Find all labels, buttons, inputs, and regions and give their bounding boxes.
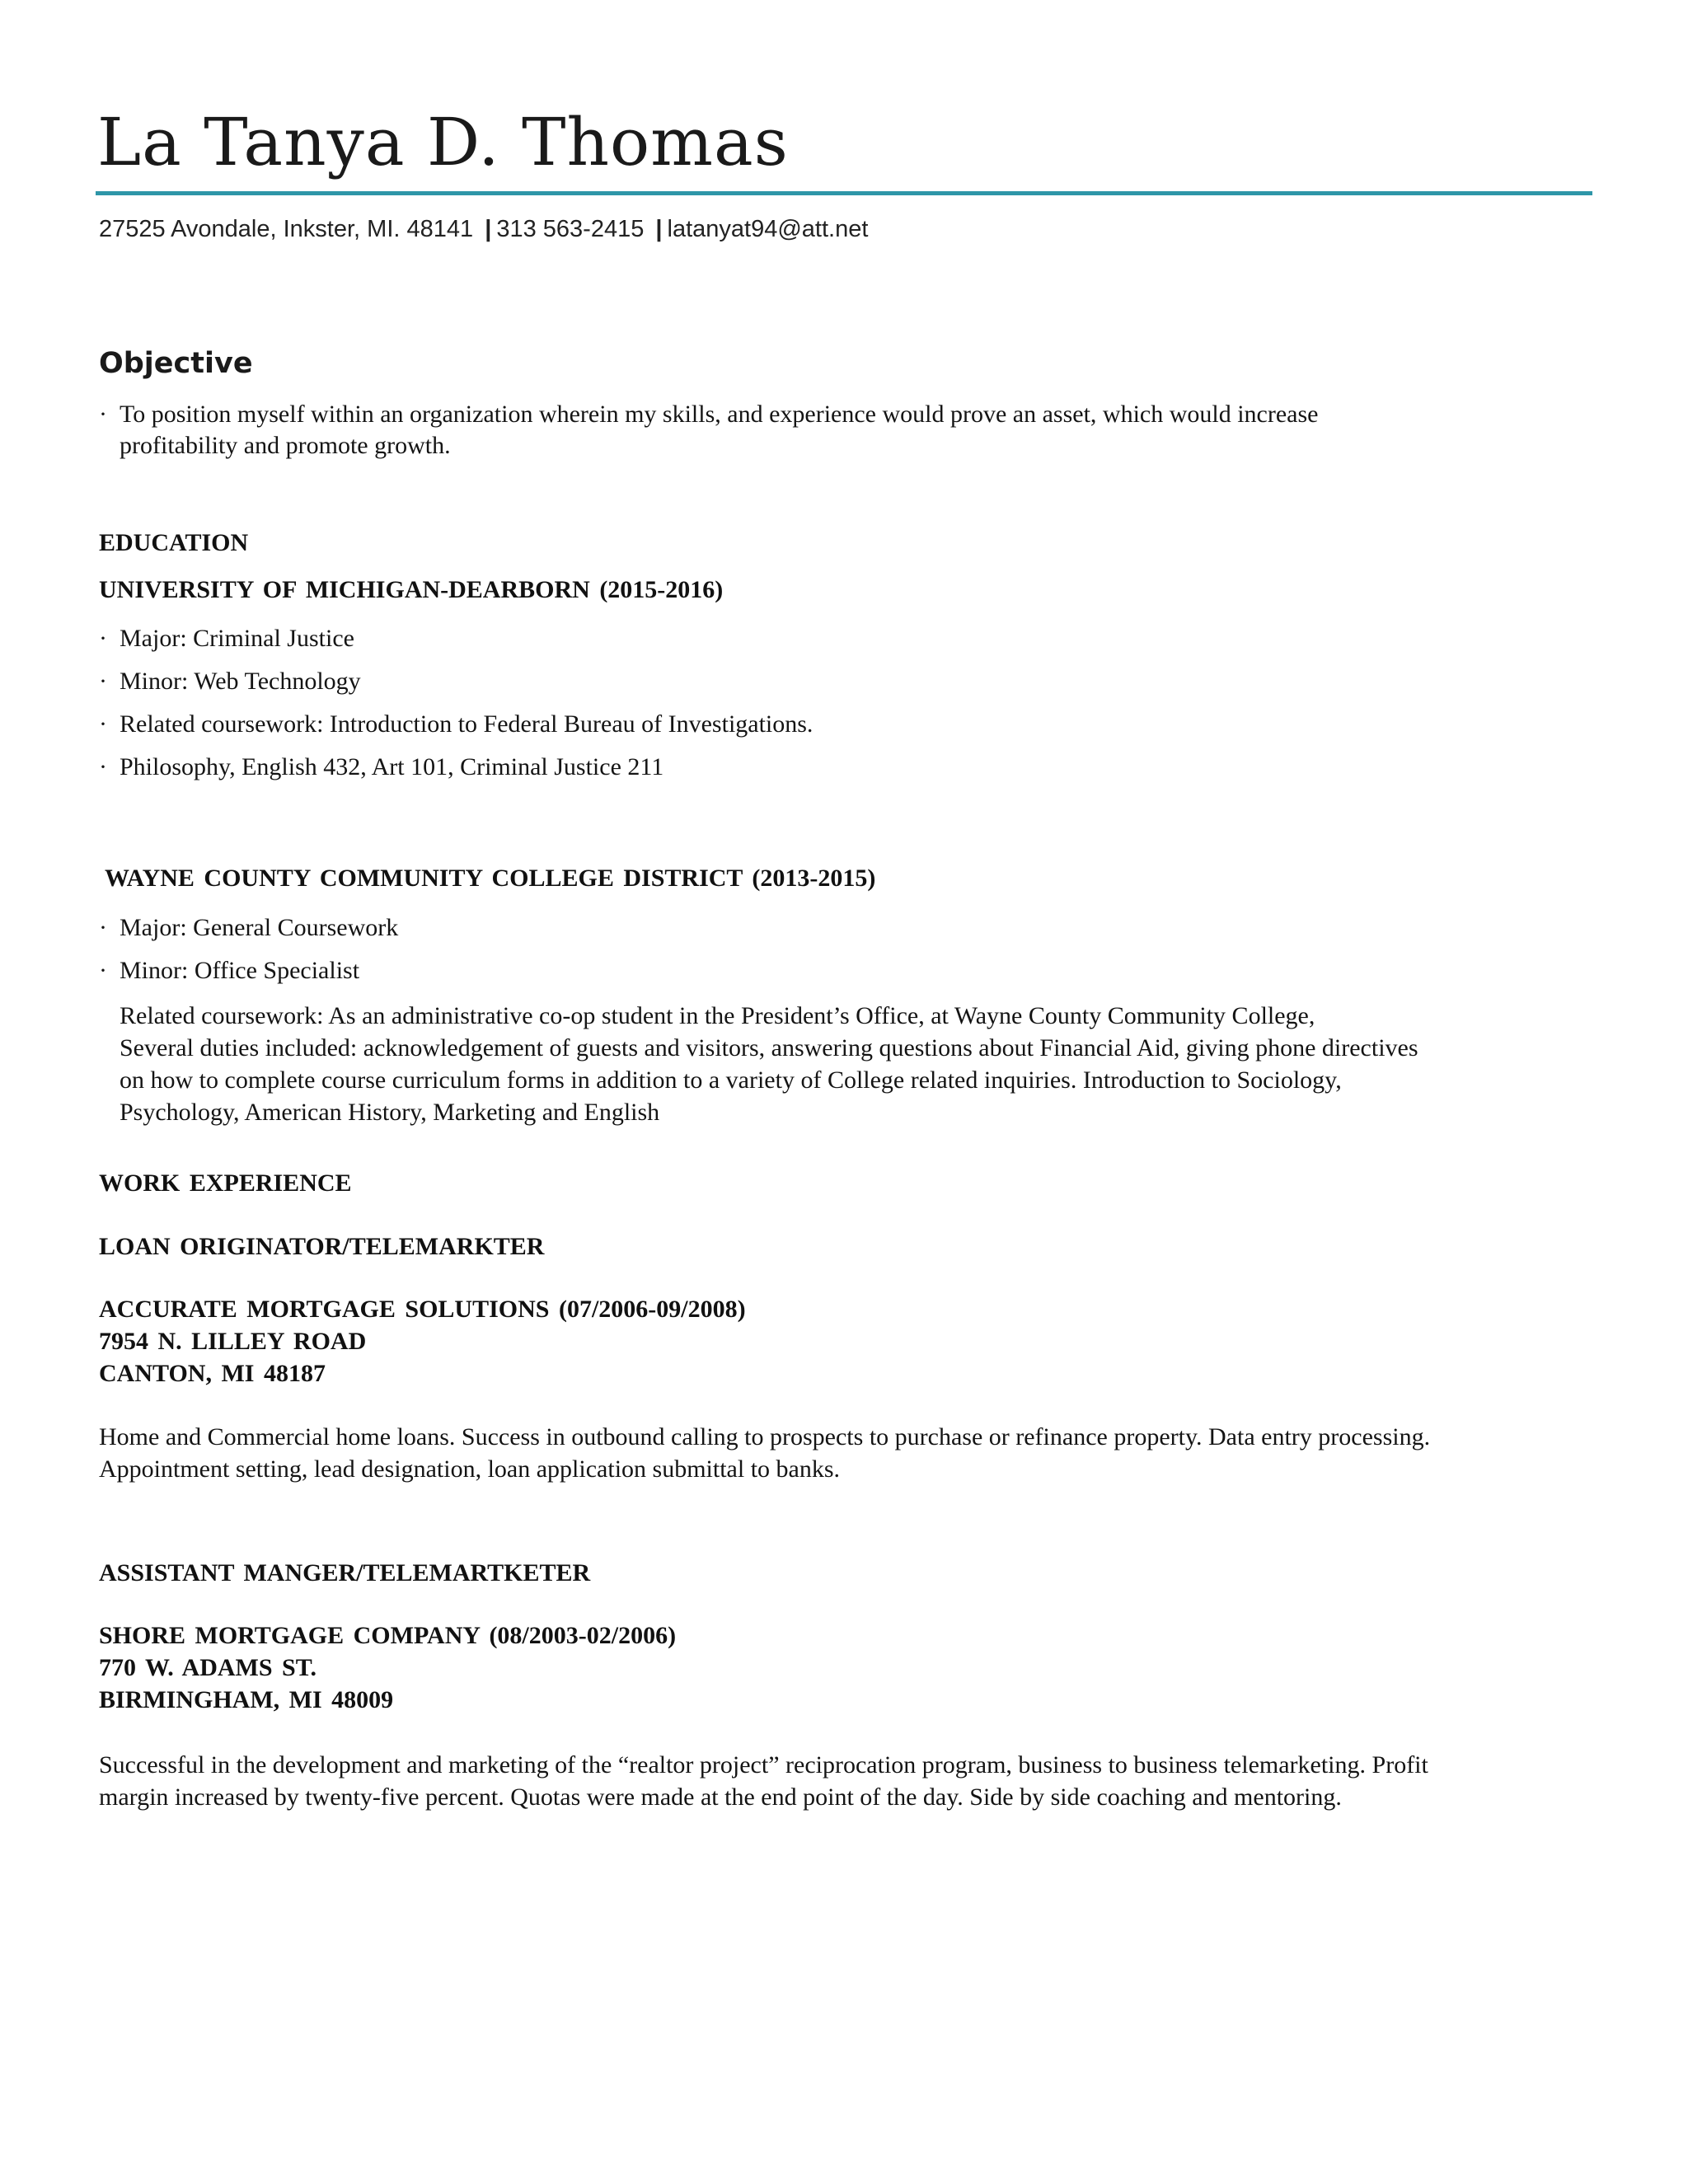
employer-street: 770 W. ADAMS ST. — [99, 1654, 317, 1681]
bullet-dot-icon: · — [99, 668, 107, 695]
education-heading: EDUCATION — [99, 529, 249, 556]
list-item-text: Minor: Office Specialist — [120, 957, 360, 984]
job-description — [99, 1749, 1607, 1813]
job-title: ASSISTANT MANGER/TELEMARTKETER — [99, 1559, 591, 1586]
contact-line — [99, 213, 868, 246]
address: 27525 Avondale, Inkster, MI. 48141 — [99, 216, 474, 242]
separator: | — [485, 216, 492, 242]
bullet-dot-icon: · — [99, 957, 107, 984]
coursework-paragraph — [120, 1000, 1603, 1128]
bullet-dot-icon: · — [99, 710, 107, 738]
school-title: WAYNE COUNTY COMMUNITY COLLEGE DISTRICT (2013-2015) — [105, 865, 876, 892]
employer-street: 7954 N. LILLEY ROAD — [99, 1328, 367, 1355]
email: latanyat94@att.net — [667, 216, 869, 242]
work-heading: WORK EXPERIENCE — [99, 1169, 352, 1197]
candidate-name: La Tanya D. Thomas — [97, 104, 789, 180]
list-item-text: Major: Criminal Justice — [120, 625, 354, 652]
list-item-text: Related coursework: Introduction to Federal Bureau of Investigations. — [120, 710, 814, 738]
bullet-dot-icon: · — [99, 753, 107, 780]
list-item-text: Major: General Coursework — [120, 914, 399, 941]
list-item-text: Philosophy, English 432, Art 101, Criminal Justice 211 — [120, 753, 664, 780]
employer: SHORE MORTGAGE COMPANY (08/2003-02/2006) — [99, 1622, 677, 1649]
bullet-dot-icon: · — [99, 625, 107, 652]
job-title: LOAN ORIGINATOR/TELEMARKTER — [99, 1233, 545, 1260]
paragraph-line: Related coursework: As an administrative co-op student in the President’s Office, at Wayne County Community College, — [120, 1002, 1315, 1029]
objective-line: profitability and promote growth. — [120, 432, 451, 459]
paragraph-line: margin increased by twenty-five percent. Quotas were made at the end point of the day. Side by side coaching and mentoring. — [99, 1783, 1342, 1811]
separator: | — [655, 216, 663, 242]
paragraph-line: Several duties included: acknowledgement of guests and visitors, answering questions about Financial Aid, giving phone directives — [120, 1034, 1418, 1062]
employer-city: BIRMINGHAM, MI 48009 — [99, 1686, 394, 1713]
phone: 313 563-2415 — [496, 216, 645, 242]
employer: ACCURATE MORTGAGE SOLUTIONS (07/2006-09/2008) — [99, 1296, 746, 1323]
paragraph-line: on how to complete course curriculum forms in addition to a variety of College related inquiries. Introduction to Sociology, — [120, 1066, 1342, 1094]
paragraph-line: Home and Commercial home loans. Success in outbound calling to prospects to purchase or refinance property. Data entry processing. — [99, 1423, 1431, 1451]
objective-heading: Objective — [99, 347, 253, 380]
paragraph-line: Successful in the development and marketing of the “realtor project” reciprocation program, business to business telemarketing. Profit — [99, 1751, 1428, 1779]
employer-city: CANTON, MI 48187 — [99, 1360, 326, 1387]
job-description — [99, 1421, 1607, 1485]
header-divider — [96, 191, 1592, 195]
list-item-text: Minor: Web Technology — [120, 668, 361, 695]
paragraph-line: Psychology, American History, Marketing and English — [120, 1099, 660, 1126]
school-title: UNIVERSITY OF MICHIGAN-DEARBORN (2015-2016) — [99, 576, 724, 603]
bullet-dot-icon: · — [99, 401, 107, 428]
objective-line: To position myself within an organization wherein my skills, and experience would prove an asset, which would increase — [120, 401, 1319, 428]
paragraph-line: Appointment setting, lead designation, loan application submittal to banks. — [99, 1455, 841, 1483]
bullet-dot-icon: · — [99, 914, 107, 941]
